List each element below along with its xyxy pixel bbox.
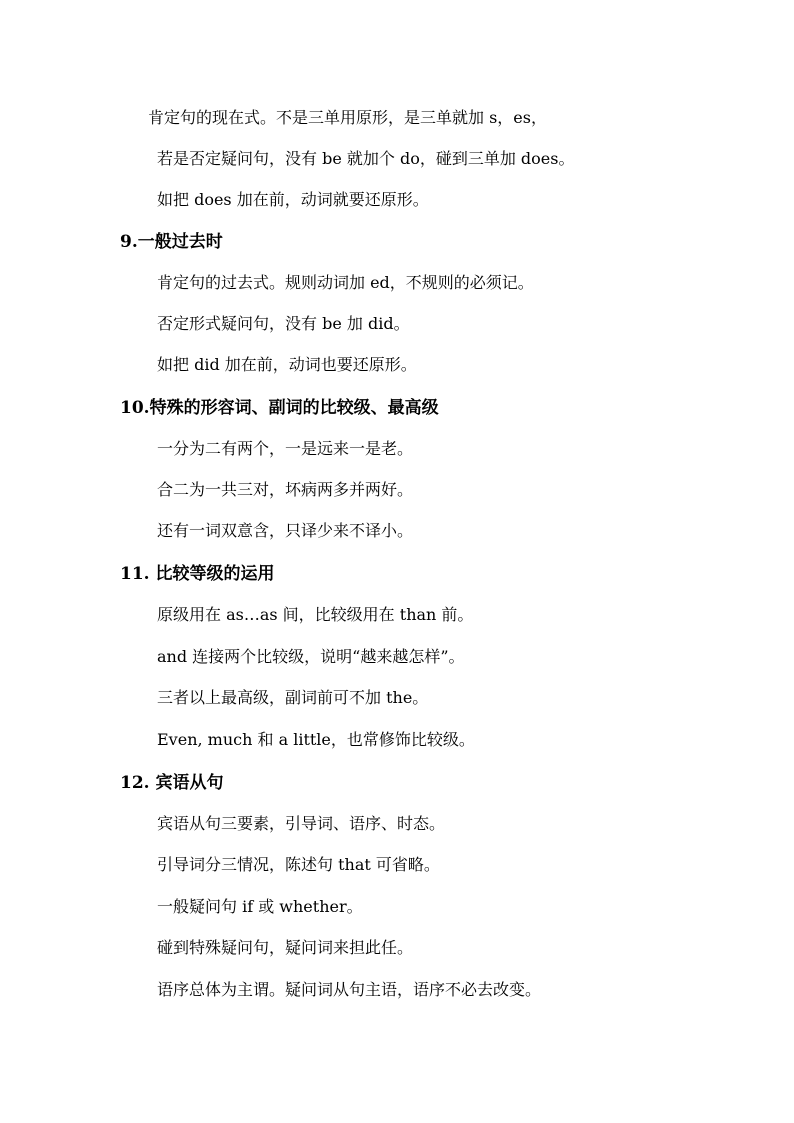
section-12-line-3: 一般疑问句 if 或 whether。 bbox=[157, 897, 363, 916]
section-11-line-2: and 连接两个比较级，说明“越来越怎样”。 bbox=[157, 647, 465, 666]
section-11-line-1: 原级用在 as…as 间，比较级用在 than 前。 bbox=[157, 605, 474, 624]
section-heading-10: 10.特殊的形容词、副词的比较级、最高级 bbox=[120, 398, 439, 418]
section-10-line-2: 合二为一共三对，坏病两多并两好。 bbox=[157, 480, 414, 499]
section-heading-11: 11. 比较等级的运用 bbox=[120, 564, 275, 584]
section-11-line-3: 三者以上最高级，副词前可不加 the。 bbox=[157, 688, 429, 707]
section-heading-9: 9.一般过去时 bbox=[120, 232, 223, 252]
section-12-line-2: 引导词分三情况，陈述句 that 可省略。 bbox=[157, 855, 440, 874]
section-heading-12: 12. 宾语从句 bbox=[120, 773, 224, 793]
section-12-line-5: 语序总体为主谓。疑问词从句主语，语序不必去改变。 bbox=[157, 980, 542, 999]
section-9-line-1: 肯定句的过去式。规则动词加 ed，不规则的必须记。 bbox=[157, 273, 534, 292]
section-11-line-4: Even, much 和 a little，也常修饰比较级。 bbox=[157, 730, 475, 749]
section-12-line-1: 宾语从句三要素，引导词、语序、时态。 bbox=[157, 814, 446, 833]
section-9-line-3: 如把 did 加在前，动词也要还原形。 bbox=[157, 355, 417, 374]
intro-line-1: 肯定句的现在式。不是三单用原形，是三单就加 s，es， bbox=[148, 108, 547, 127]
intro-line-2: 若是否定疑问句，没有 be 就加个 do，碰到三单加 does。 bbox=[157, 149, 575, 168]
section-9-line-2: 否定形式疑问句，没有 be 加 did。 bbox=[157, 314, 410, 333]
section-10-line-1: 一分为二有两个，一是远来一是老。 bbox=[157, 439, 414, 458]
intro-line-3: 如把 does 加在前，动词就要还原形。 bbox=[157, 190, 429, 209]
section-10-line-3: 还有一词双意含，只译少来不译小。 bbox=[157, 521, 414, 540]
section-12-line-4: 碰到特殊疑问句，疑问词来担此任。 bbox=[157, 938, 414, 957]
